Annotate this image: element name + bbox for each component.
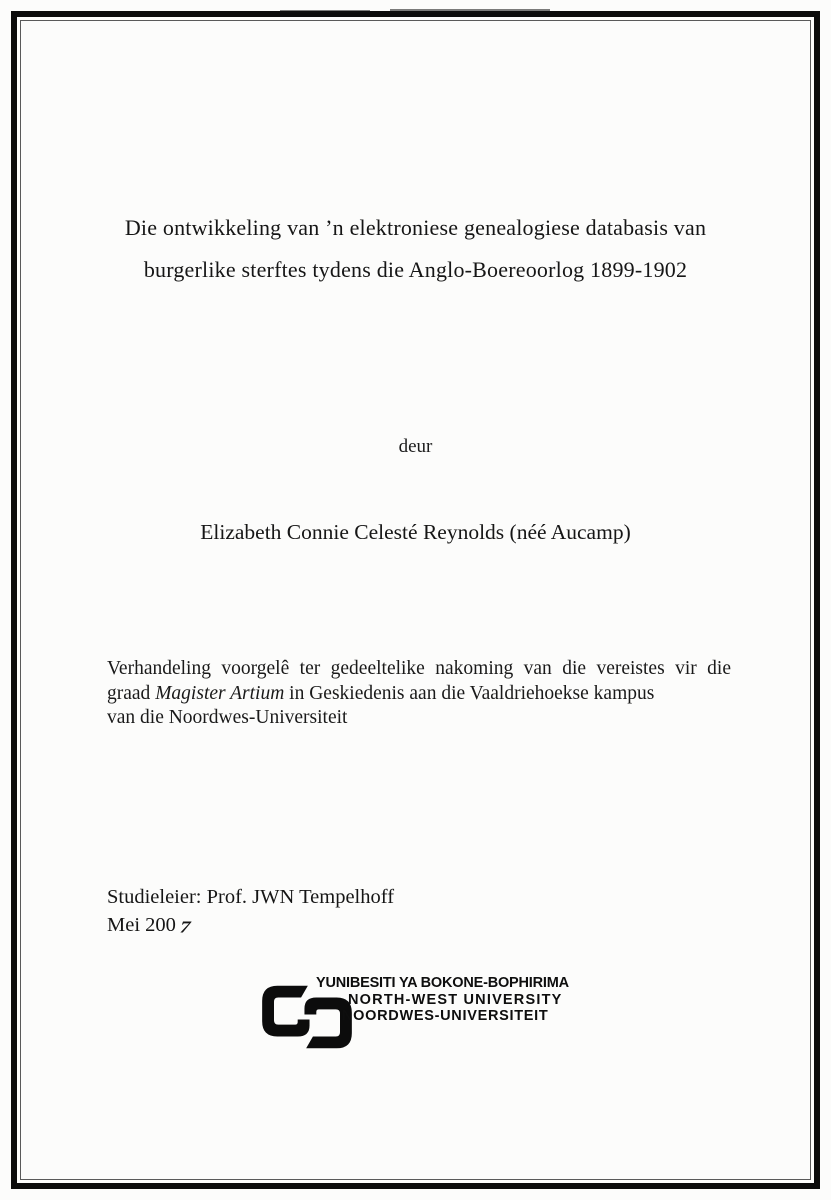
degree-statement-line-2-post: in Geskiedenis aan die Vaaldriehoekse kampus: [284, 682, 655, 704]
university-logo-text: [316, 975, 569, 1025]
byline-deur: deur: [398, 436, 433, 457]
degree-statement-line-3: van die Noordwes-Universiteit: [107, 707, 348, 728]
thesis-title-line-1: Die ontwikkeling van ’n elektroniese genealogiese databasis van: [124, 215, 707, 240]
degree-name-italic: Magister Artium: [155, 682, 285, 704]
author-name: Elizabeth Connie Celesté Reynolds (néé Aucamp): [200, 520, 631, 544]
degree-statement-line-2: [107, 682, 731, 707]
thesis-title: [70, 207, 761, 291]
date-line: [107, 912, 394, 940]
scan-artifact: [390, 9, 550, 13]
supervisor-line: Studieleier: Prof. JWN Tempelhoff: [107, 886, 395, 908]
logo-text-english: NORTH-WEST UNIVERSITY: [348, 991, 563, 1008]
logo-text-setswana: YUNIBESITI YA BOKONE-BOPHIRIMA: [316, 975, 569, 991]
degree-statement-line-2-pre: graad: [107, 682, 156, 704]
logo-text-afrikaans: NOORDWES-UNIVERSITEIT: [342, 1008, 549, 1024]
university-logo: [258, 972, 588, 1054]
degree-statement-line-1: Verhandeling voorgelê ter gedeeltelike nakoming van die vereistes vir die: [107, 658, 731, 679]
supervisor-and-date: [107, 884, 394, 939]
thesis-title-line-2: burgerlike sterftes tydens die Anglo-Boereoorlog 1899-1902: [143, 257, 688, 282]
date-prefix: Mei 200: [107, 913, 176, 936]
date-last-digit: 7: [176, 918, 193, 937]
degree-statement: [107, 657, 731, 731]
scan-artifact: [280, 10, 370, 13]
